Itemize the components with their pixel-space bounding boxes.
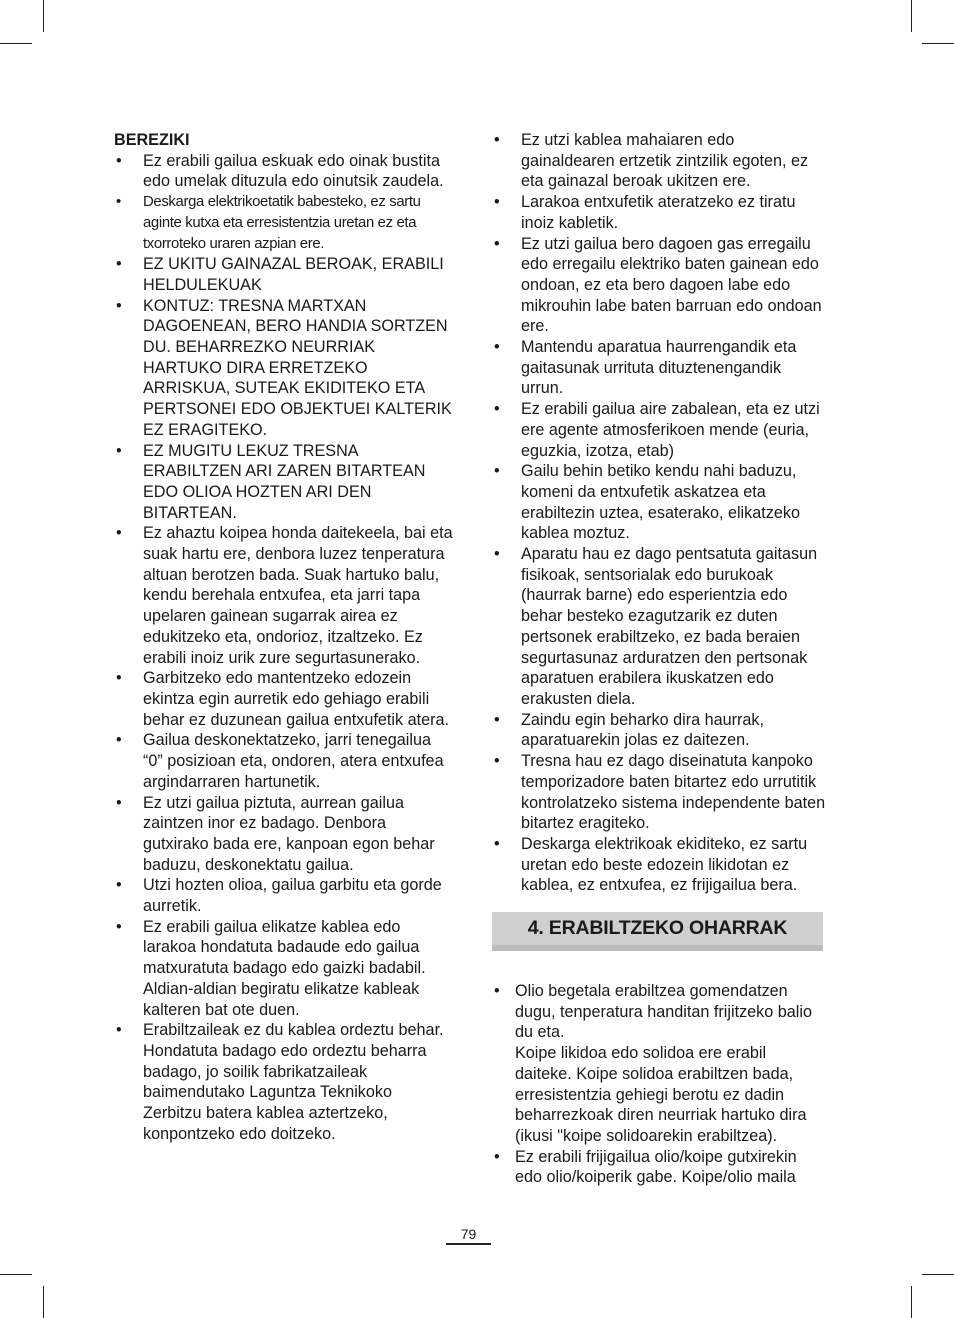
list-item: • Ez utzi kablea mahaiaren edo gainaldearen ertzetik zintzilik egoten, ez eta gainazal beroak ukitzen ere. xyxy=(494,131,809,191)
list-item: • Larakoa entxufetik ateratzeko ez tiratu inoiz kabletik. xyxy=(494,193,796,232)
list-item: • Ez erabili frijigailua olio/koipe gutxirekin edo olio/koiperik gabe. Koipe/olio maila xyxy=(494,1147,797,1187)
crop-mark xyxy=(922,1274,954,1275)
bullet-icon: • xyxy=(116,731,122,750)
list-item: • Zaindu egin beharko dira haurrak, aparatuarekin jolas ez daitezen. xyxy=(494,710,764,750)
bullet-icon: • xyxy=(116,669,122,688)
paragraph: Olio begetala erabiltzea gomendatzen dugu, tenperatura handitan frijitzeko balio du eta. xyxy=(515,982,812,1042)
bullet-icon: • xyxy=(494,752,500,771)
bullet-icon: • xyxy=(494,545,500,564)
bullet-icon: • xyxy=(116,441,122,460)
list-item: • Erabiltzaileak ez du kablea ordeztu behar. Hondatuta badago edo ordeztu beharra badago, jo soilik fabrikatzaileak baimendutako Laguntza Teknikoko Zerbitzu batera kablea aztertzeko, konpontzeko edo doitzeko. xyxy=(116,1021,444,1143)
bullet-icon: • xyxy=(494,710,500,729)
crop-mark xyxy=(911,0,912,32)
bullet-icon: • xyxy=(116,917,122,936)
crop-mark xyxy=(43,0,44,32)
crop-mark xyxy=(0,43,32,44)
bullet-icon: • xyxy=(116,1021,122,1040)
list-item: • Ez erabili gailua elikatze kablea edo larakoa hondatuta badaude edo gailua matxuratuta badago edo gaizki badabil. Aldian-aldian begiratu elikatze kableak kalteren bat ote duen. xyxy=(116,917,426,1019)
list-item: • Ez erabili gailua eskuak edo oinak bustita edo umelak dituzula edo oinutsik zaudela. xyxy=(116,151,444,191)
bullet-icon: • xyxy=(494,982,500,1001)
list-item: • Ez utzi gailua piztuta, aurrean gailua zaintzen inor ez badago. Denbora gutxirako bada ere, kanpoan egon behar baduzu, deskonektatu gailua. xyxy=(116,793,435,874)
usage-notes-list xyxy=(492,981,826,1188)
list-item: • Gailu behin betiko kendu nahi baduzu, komeni da entxufetik askatzea eta erabiltezin uztea, esaterako, elikatzeko kablea moztuz. xyxy=(494,462,800,543)
list-item: • Ez utzi gailua bero dagoen gas erregailu edo erregailu elektriko baten gainean edo ondoan, ez eta bero dagoen labe edo mikrouhin labe baten barruan edo ondoan ere. xyxy=(494,234,822,336)
crop-mark xyxy=(911,1286,912,1318)
safety-list-continued xyxy=(492,130,826,896)
crop-mark xyxy=(0,1274,32,1275)
page-number: 79 xyxy=(446,1226,491,1245)
list-item: • Ez erabili gailua aire zabalean, eta ez utzi ere agente atmosferikoen mende (euria, eguzkia, izotza, etab) xyxy=(494,400,820,460)
list-item: • Garbitzeko edo mantentzeko edozein ekintza egin aurretik edo gehiago erabili behar ez duzunean gailua entxufetik atera. xyxy=(116,669,449,729)
bullet-icon: • xyxy=(494,834,500,853)
list-item: • EZ UKITU GAINAZAL BEROAK, ERABILI HELDULEKUAK xyxy=(116,255,444,294)
list-item: • EZ MUGITU LEKUZ TRESNA ERABILTZEN ARI ZAREN BITARTEAN EDO OLIOA HOZTEN ARI DEN BITARTEAN. xyxy=(116,441,426,522)
bullet-icon: • xyxy=(116,194,121,211)
bullet-icon: • xyxy=(116,151,122,170)
list-item: • Deskarga elektrikoetatik babesteko, ez sartu aginte kutxa eta erresistentzia uretan ez eta txorroteko uraren azpian ere. xyxy=(116,194,421,252)
bullet-icon: • xyxy=(494,400,500,419)
bullet-icon: • xyxy=(116,793,122,812)
bullet-icon: • xyxy=(494,462,500,481)
safety-list xyxy=(114,151,454,1145)
right-column xyxy=(492,130,826,1188)
list-item: • KONTUZ: TRESNA MARTXAN DAGOENEAN, BERO HANDIA SORTZEN DU. BEHARREZKO NEURRIAK HARTUKO DIRA ERRETZEKO ARRISKUA, SUTEAK EKIDITEKO ETA PERTSONEI EDO OBJEKTUEI KALTERIK EZ ERAGITEKO. xyxy=(116,296,452,439)
crop-mark xyxy=(922,43,954,44)
section-heading: BEREZIKI xyxy=(114,131,190,149)
list-item: • Deskarga elektrikoak ekiditeko, ez sartu uretan edo beste edozein likidotan ez kablea, ez entxufea, ez frijigailua bera. xyxy=(494,834,808,895)
list-item: • Mantendu aparatua haurrengandik eta gaitasunak urrituta dituztenengandik urrun. xyxy=(494,338,797,398)
list-item: • Utzi hozten olioa, gailua garbitu eta gorde aurretik. xyxy=(116,876,442,916)
bullet-icon: • xyxy=(494,338,500,357)
bullet-icon: • xyxy=(116,876,122,895)
bullet-icon: • xyxy=(494,1147,500,1166)
list-item: • Gailua deskonektatzeko, jarri tenegailua “0” posizioan eta, ondoren, atera entxufea argindarraren hartunetik. xyxy=(116,731,444,791)
list-item: • Aparatu hau ez dago pentsatuta gaitasun fisikoak, sentsorialak edo burukoak (haurrak barne) edo esperientzia edo behar besteko ezagutzarik ez duten pertsonek erabiltzeko, ez bada beraien segurtasunaz arduratzen den pertsonak aparatuen erabilera ikuskatzen edo erakusten diela. xyxy=(494,545,818,708)
list-item: • Tresna hau ez dago diseinatuta kanpoko temporizadore baten bitartez edo urrutitik kontrolatzeko sistema independente baten bitartez eragiteko. xyxy=(494,752,826,833)
bullet-icon: • xyxy=(494,234,500,253)
section-header-bar xyxy=(492,912,823,951)
paragraph: Koipe likidoa edo solidoa ere erabil daiteke. Koipe solidoa erabiltzen bada, erresistentzia gehiegi berotu ez dadin beharrezkoak diren neurriak hartuko dira (ikusi "koipe solidoarekin erabiltzea). xyxy=(515,1044,807,1145)
bullet-icon: • xyxy=(116,524,122,543)
crop-mark xyxy=(43,1286,44,1318)
list-item xyxy=(492,981,826,1147)
bullet-icon: • xyxy=(494,193,500,212)
left-column xyxy=(114,130,454,1144)
list-item: • Ez ahaztu koipea honda daitekeela, bai eta suak hartu ere, denbora luzez tenperatura altuan berotzen bada. Suak hartuko balu, kendu berehala entxufea, eta jarri tapa upelaren gainean sugarrak airea ez edukitzeko eta, ondorioz, itzaltzeko. Ez erabili inoiz urik zure segurtasunerako. xyxy=(116,524,453,667)
bullet-icon: • xyxy=(494,131,500,149)
bullet-icon: • xyxy=(116,255,122,274)
section-title: 4. ERABILTZEKO OHARRAK xyxy=(527,917,788,940)
bullet-icon: • xyxy=(116,296,122,315)
